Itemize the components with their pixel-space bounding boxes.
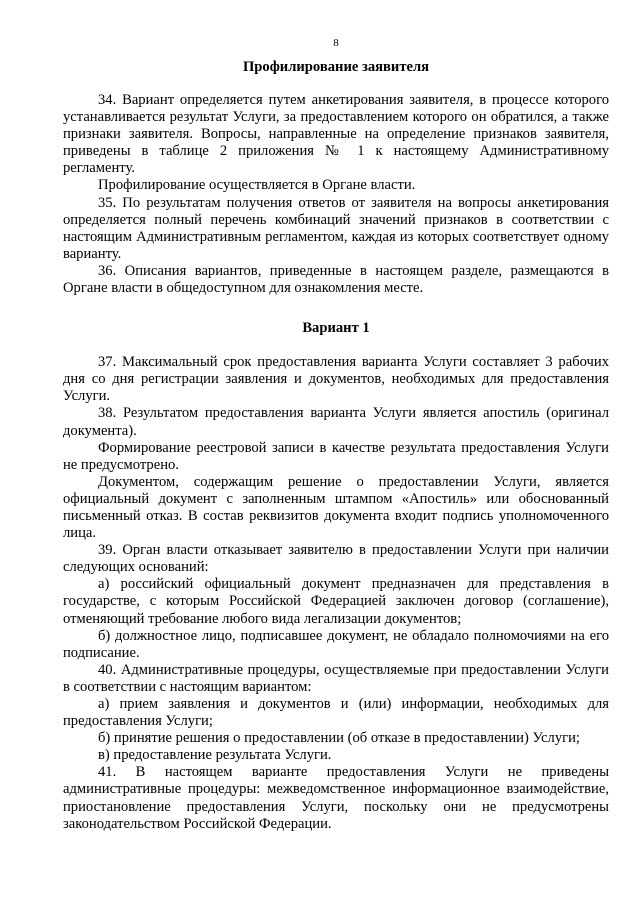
list-item-39a: а) российский официальный документ предназначен для представления в государстве, с которым Российской Федерацией заключен договор (соглашение), отменяющий требование любого вида легализации документов; <box>63 576 609 627</box>
list-item-39b: б) должностное лицо, подписавшее документ, не обладало полномочиями на его подписание. <box>63 627 609 661</box>
paragraph-39: 39. Орган власти отказывает заявителю в предоставлении Услуги при наличии следующих оснований: <box>63 542 609 576</box>
paragraph-38: 38. Результатом предоставления варианта Услуги является апостиль (оригинал документа). <box>63 405 609 439</box>
paragraph-40: 40. Административные процедуры, осуществляемые при предоставлении Услуги в соответствии с настоящим вариантом: <box>63 661 609 695</box>
paragraph-34: 34. Вариант определяется путем анкетирования заявителя, в процессе которого устанавливается результат Услуги, за предоставлением которого он обратился, а также признаки заявителя. Вопросы, направленные на определение признаков заявителя, приведены в таблице 2 приложения № 1 к настоящему Административному регламенту. <box>63 92 609 177</box>
paragraph-35: 35. По результатам получения ответов от заявителя на вопросы анкетирования определяется полный перечень комбинаций значений признаков в соответствии с настоящим Административным регламентом, каждая из которых соответствует одному варианту. <box>63 194 609 262</box>
paragraph-37: 37. Максимальный срок предоставления варианта Услуги составляет 3 рабочих дня со дня регистрации заявления и документов, необходимых для предоставления Услуги. <box>63 354 609 405</box>
paragraph-36: 36. Описания вариантов, приведенные в настоящем разделе, размещаются в Органе власти в общедоступном для ознакомления месте. <box>63 262 609 297</box>
paragraph-41: 41. В настоящем варианте предоставления Услуги не приведены административные процедуры: межведомственное информационное взаимодействие, приостановление предоставления Услуги, поскольку они не предусмотрены законодательством Российской Федерации. <box>63 764 609 832</box>
list-item-40c: в) предоставление результата Услуги. <box>98 747 332 764</box>
variant-body <box>63 354 609 833</box>
list-item-40b: б) принятие решения о предоставлении (об отказе в предоставлении) Услуги; <box>98 730 580 747</box>
section-body <box>63 92 609 297</box>
paragraph-registry: Формирование реестровой записи в качестве результата предоставления Услуги не предусмотрено. <box>63 439 609 473</box>
list-item-40a: а) прием заявления и документов и (или) информации, необходимых для предоставления Услуги; <box>63 696 609 730</box>
section-heading: Профилирование заявителя <box>242 59 430 75</box>
paragraph-profiling: Профилирование осуществляется в Органе власти. <box>98 177 416 194</box>
variant-heading: Вариант 1 <box>302 320 370 337</box>
paragraph-decision-document: Документом, содержащим решение о предоставлении Услуги, является официальный документ с заполненным штампом «Апостиль» или обоснованный письменный отказ. В состав реквизитов документа входит подпись уполномоченного лица. <box>63 473 609 542</box>
page-number: 8 <box>333 37 339 49</box>
